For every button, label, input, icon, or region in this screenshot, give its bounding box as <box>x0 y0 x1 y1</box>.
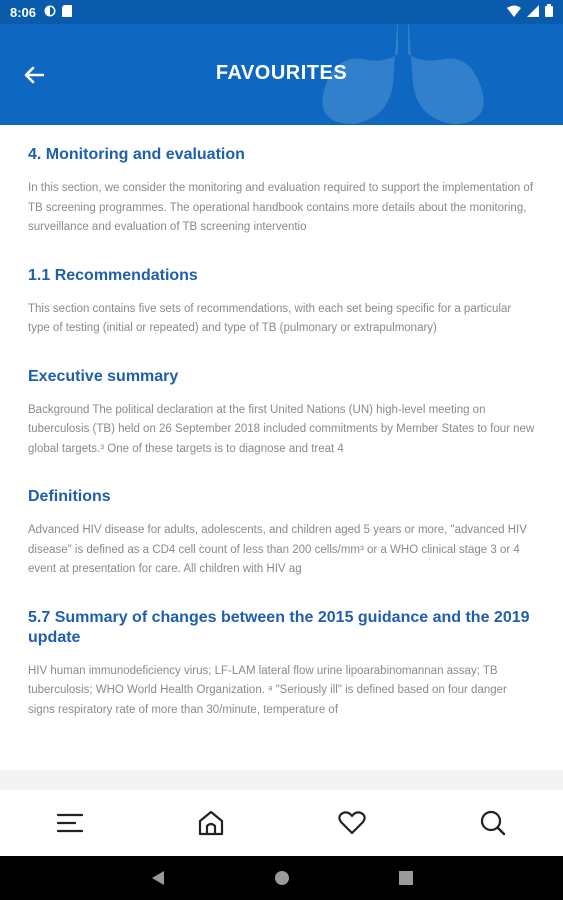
page-title: FAVOURITES <box>215 62 348 84</box>
system-home-button[interactable] <box>270 866 294 890</box>
favourite-title: 5.7 Summary of changes between the 2015 guidance and the 2019 update <box>28 608 530 646</box>
favourite-title: 4. Monitoring and evaluation <box>28 146 245 163</box>
system-navigation-bar <box>0 856 563 900</box>
search-button[interactable] <box>463 798 523 848</box>
triangle-back-icon <box>151 870 165 886</box>
storage-notification-icon <box>62 5 72 20</box>
status-time: 8:06 <box>10 4 37 20</box>
heart-icon <box>338 811 366 835</box>
favourite-excerpt: HIV human immunodeficiency virus; LF-LAM lateral flow urine lipoarabinomannan assay; TB tuberculosis; WHO World Health Organization. ᵃ "Seriously ill" is defined based on four danger signs respiratory rate of more than 30/minute, temperature of <box>28 664 507 716</box>
app-bar <box>0 24 563 125</box>
circle-home-icon <box>274 870 290 886</box>
favourite-item[interactable] <box>0 238 563 339</box>
content-divider <box>0 770 563 790</box>
favourite-item[interactable] <box>0 125 563 238</box>
bottom-navigation <box>0 790 563 856</box>
favourites-list <box>0 125 563 770</box>
home-button[interactable] <box>181 798 241 848</box>
favourite-item[interactable] <box>0 459 563 580</box>
battery-icon <box>545 4 553 20</box>
favourite-excerpt: Background The political declaration at the first United Nations (UN) high-level meeting on tuberculosis (TB) held on 26 September 2018 included commitments by Member States to four new global targets.³ One of these targets is to diagnose and treat 4 <box>28 403 535 455</box>
favourite-excerpt: Advanced HIV disease for adults, adolescents, and children aged 5 years or more, "advanced HIV disease" is defined as a CD4 cell count of less than 200 cells/mm³ or a WHO clinical stage 3 or 4 event at presentation for care. All children with HIV ag <box>28 524 527 575</box>
app-notification-icon <box>44 5 56 20</box>
status-bar <box>0 0 563 24</box>
favourites-button[interactable] <box>322 798 382 848</box>
wifi-icon <box>507 5 521 20</box>
favourite-title: Executive summary <box>28 367 179 385</box>
search-icon <box>480 810 506 836</box>
favourite-title: 1.1 Recommendations <box>28 266 198 284</box>
menu-button[interactable] <box>40 798 100 848</box>
favourite-item[interactable] <box>0 339 563 460</box>
home-icon <box>197 810 225 836</box>
square-recents-icon <box>399 871 413 885</box>
favourite-item[interactable] <box>0 580 563 721</box>
menu-icon <box>57 812 83 834</box>
signal-icon <box>527 5 539 20</box>
favourite-excerpt: In this section, we consider the monitoring and evaluation required to support the implementation of TB screening programmes. The operational handbook contains more details about the monitoring, surveillance and evaluation of TB screening interventio <box>28 182 534 233</box>
favourite-title: Definitions <box>28 488 111 505</box>
system-recents-button[interactable] <box>394 866 418 890</box>
favourite-excerpt: This section contains five sets of recommendations, with each set being specific for a particular type of testing (initial or repeated) and type of TB (pulmonary or extrapulmonary) <box>28 302 512 334</box>
system-back-button[interactable] <box>146 866 170 890</box>
